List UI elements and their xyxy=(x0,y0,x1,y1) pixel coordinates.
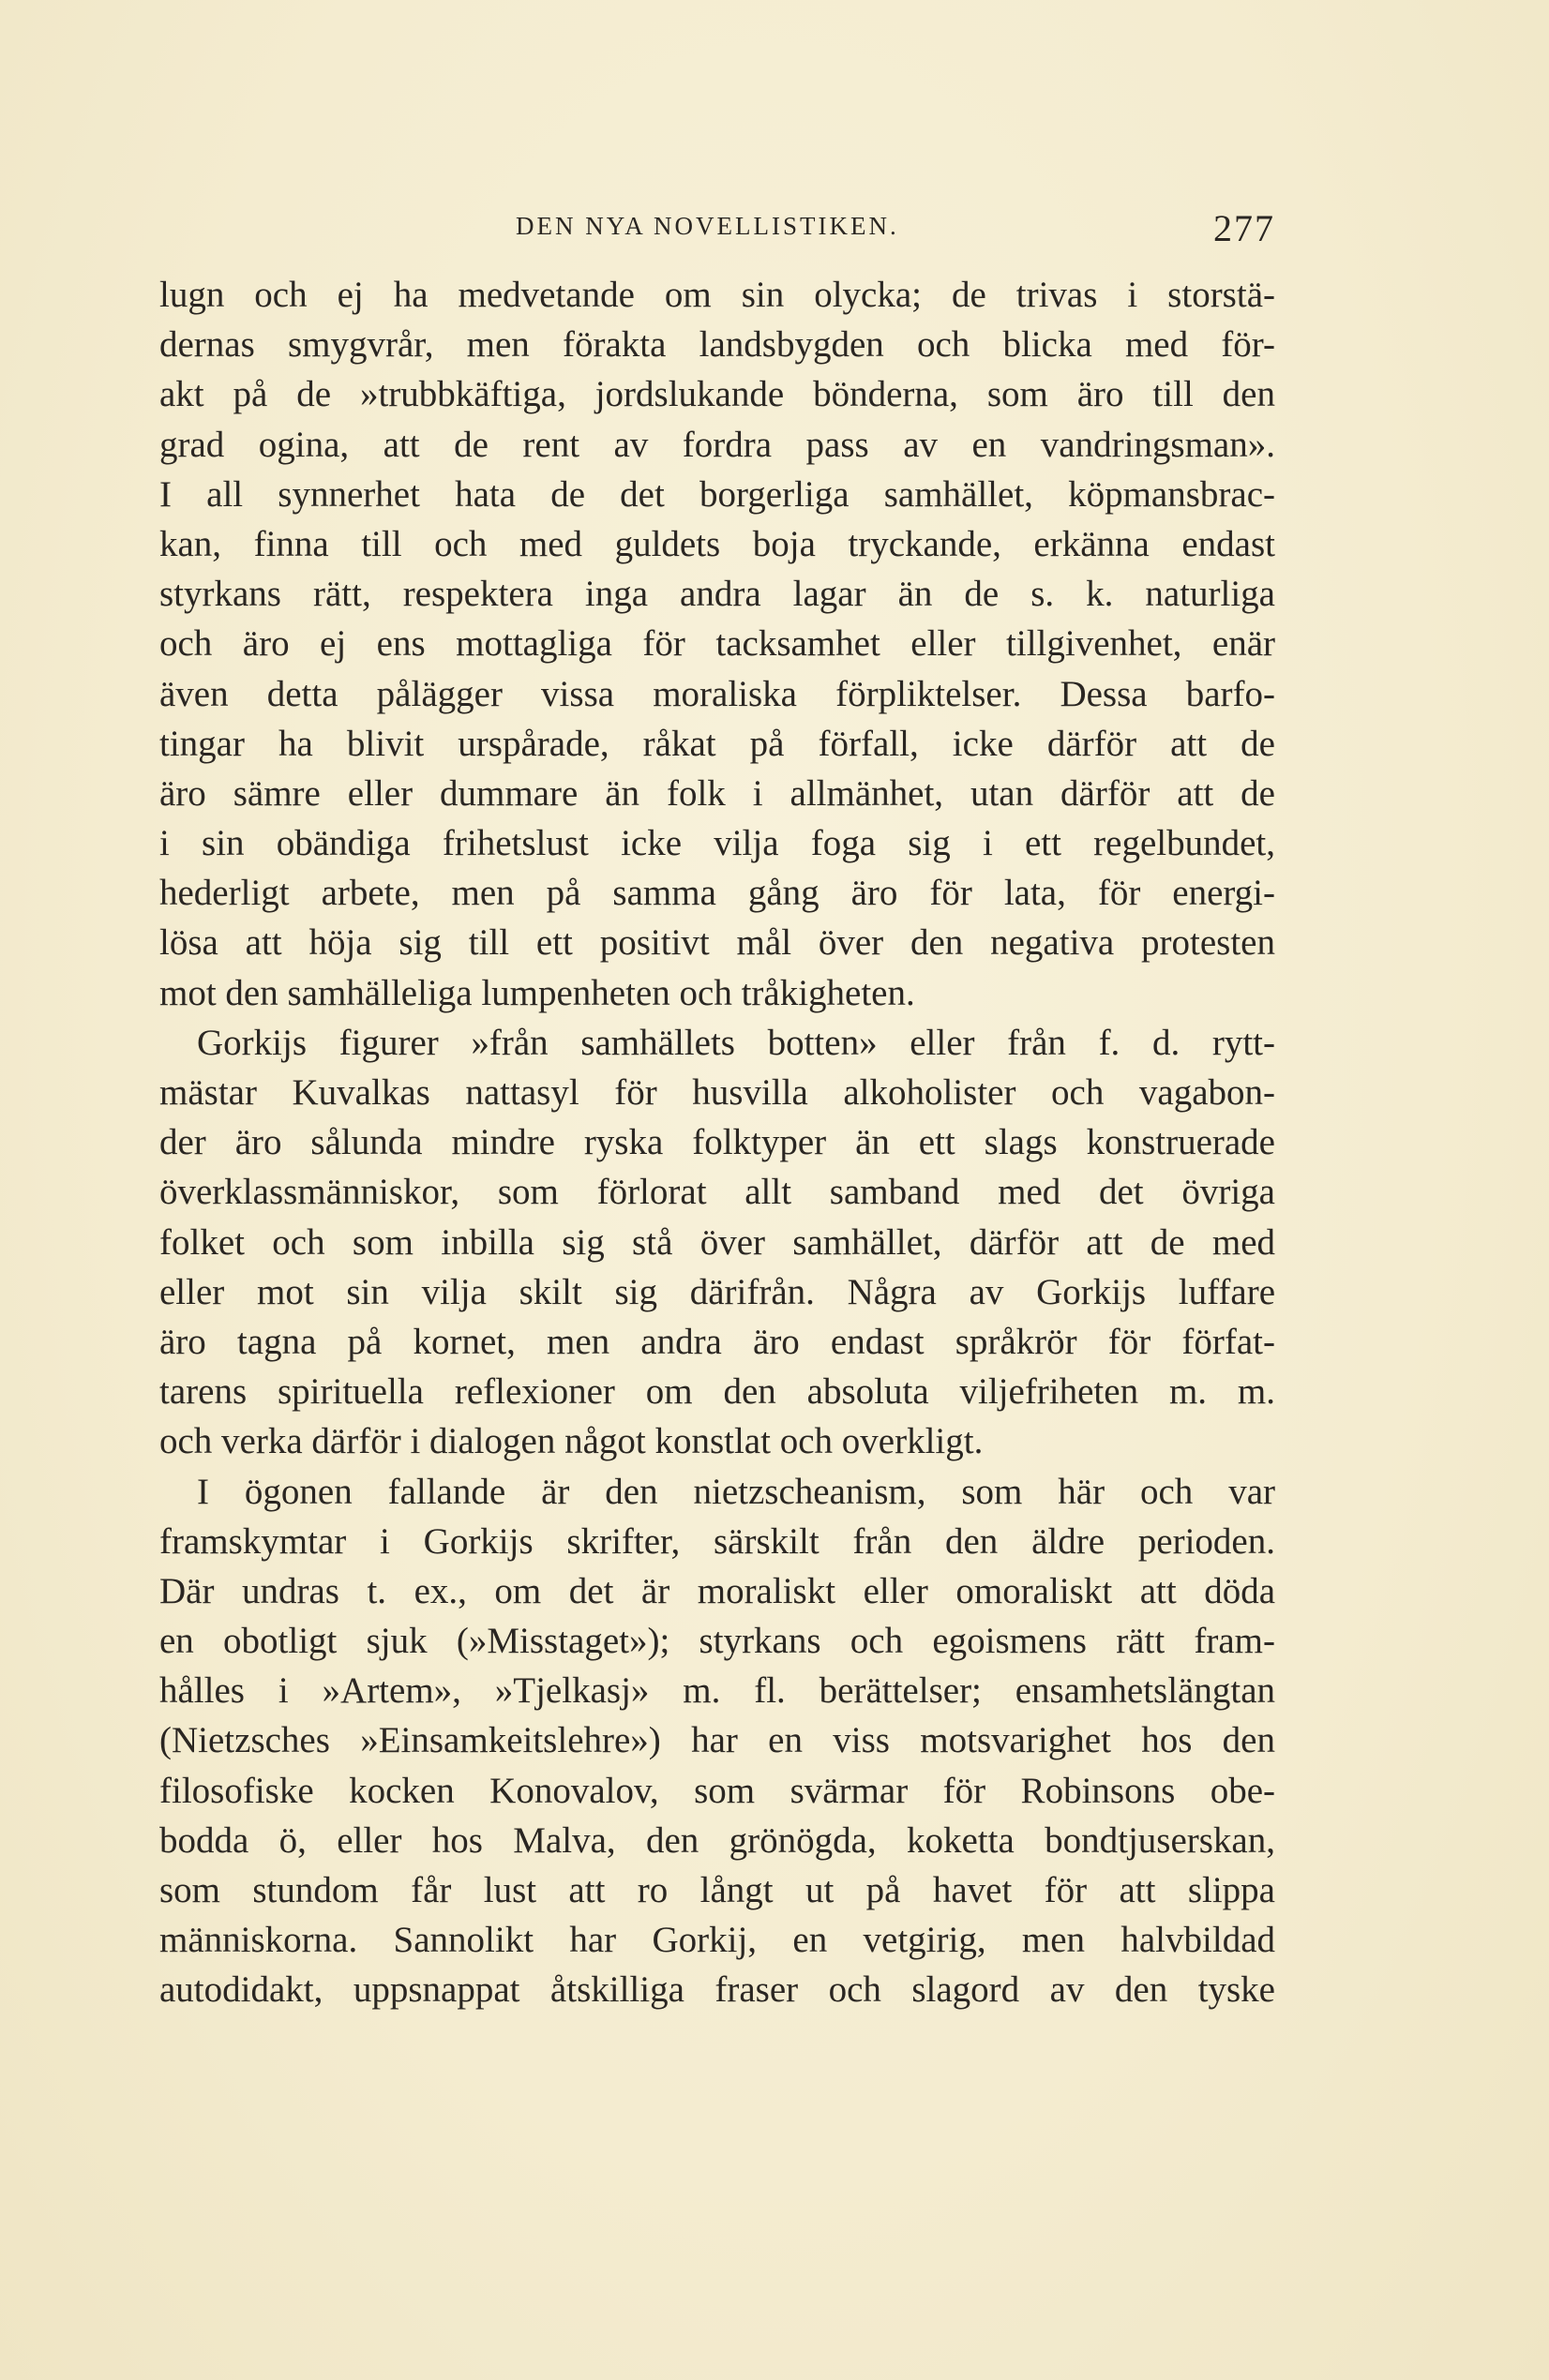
text-line: och verka därför i dialogen något konstlat och overkligt. xyxy=(159,1421,984,1462)
text-line: även detta pålägger vissa moraliska förpliktelser. Dessa barfo- xyxy=(159,673,1275,714)
text-line: der äro sålunda mindre ryska folktyper än ett slags konstruerade xyxy=(159,1122,1275,1163)
text-line: I ögonen fallande är den nietzscheanism, som här och var xyxy=(197,1471,1275,1512)
text-line: dernas smygvrår, men förakta landsbygden och blicka med för- xyxy=(159,324,1275,366)
page-header xyxy=(159,206,1275,262)
text-line: kan, finna till och med guldets boja tryckande, erkänna endast xyxy=(159,523,1275,564)
text-line: akt på de »trubbkäftiga, jordslukande bönderna, som äro till den xyxy=(159,374,1275,415)
text-line: folket och som inbilla sig stå över samhället, därför att de med xyxy=(159,1221,1275,1263)
text-line: hederligt arbete, men på samma gång äro för lata, för energi- xyxy=(159,873,1275,914)
text-line: autodidakt, uppsnappat åtskilliga fraser och slagord av den tyske xyxy=(159,1969,1275,2011)
text-line: Gorkijs figurer »från samhällets botten» eller från f. d. rytt- xyxy=(197,1022,1275,1063)
text-line: och äro ej ens mottagliga för tacksamhet eller tillgivenhet, enär xyxy=(159,623,1275,665)
text-line: överklassmänniskor, som förlorat allt samband med det övriga xyxy=(159,1172,1275,1213)
text-line: I all synnerhet hata de det borgerliga samhället, köpmansbrac- xyxy=(159,473,1275,515)
text-line: eller mot sin vilja skilt sig därifrån. Några av Gorkijs luffare xyxy=(159,1271,1275,1312)
text-line: Där undras t. ex., om det är moraliskt eller omoraliskt att döda xyxy=(159,1570,1275,1611)
text-line: hålles i »Artem», »Tjelkasj» m. fl. berättelser; ensamhetslängtan xyxy=(159,1670,1275,1712)
text-line: mot den samhälleliga lumpenheten och tråkigheten. xyxy=(159,972,915,1013)
text-line: tingar ha blivit urspårade, råkat på förfall, icke därför att de xyxy=(159,723,1275,764)
text-line: äro tagna på kornet, men andra äro endast språkrör för förfat- xyxy=(159,1321,1275,1362)
text-line: bodda ö, eller hos Malva, den grönögda, koketta bondtjuserskan, xyxy=(159,1819,1275,1861)
running-head: DEN NYA NOVELLISTIKEN. xyxy=(516,212,899,240)
text-line: mästar Kuvalkas nattasyl för husvilla alkoholister och vagabon- xyxy=(159,1072,1275,1113)
text-line: en obotligt sjuk (»Misstaget»); styrkans och egoismens rätt fram- xyxy=(159,1621,1275,1662)
text-line: grad ogina, att de rent av fordra pass av en vandringsman». xyxy=(159,424,1275,465)
page-number: 277 xyxy=(1213,207,1275,249)
text-line: styrkans rätt, respektera inga andra lagar än de s. k. naturliga xyxy=(159,574,1275,615)
text-line: som stundom får lust att ro långt ut på havet för att slippa xyxy=(159,1870,1275,1910)
text-line: filosofiske kocken Konovalov, som svärmar för Robinsons obe- xyxy=(159,1770,1275,1811)
text-line: lösa att höja sig till ett positivt mål över den negativa protesten xyxy=(159,922,1275,964)
text-line: (Nietzsches »Einsamkeitslehre») har en viss motsvarighet hos den xyxy=(159,1720,1275,1761)
text-line: i sin obändiga frihetslust icke vilja foga sig i ett regelbundet, xyxy=(159,823,1275,864)
text-line: tarens spirituella reflexioner om den absoluta viljefriheten m. m. xyxy=(159,1371,1275,1413)
body-text xyxy=(159,270,1275,2015)
text-line: framskymtar i Gorkijs skrifter, särskilt från den äldre perioden. xyxy=(159,1520,1275,1562)
text-line: äro sämre eller dummare än folk i allmänhet, utan därför att de xyxy=(159,772,1275,814)
text-line: människorna. Sannolikt har Gorkij, en vetgirig, men halvbildad xyxy=(159,1920,1275,1961)
text-line: lugn och ej ha medvetande om sin olycka; de trivas i storstä- xyxy=(159,275,1275,315)
